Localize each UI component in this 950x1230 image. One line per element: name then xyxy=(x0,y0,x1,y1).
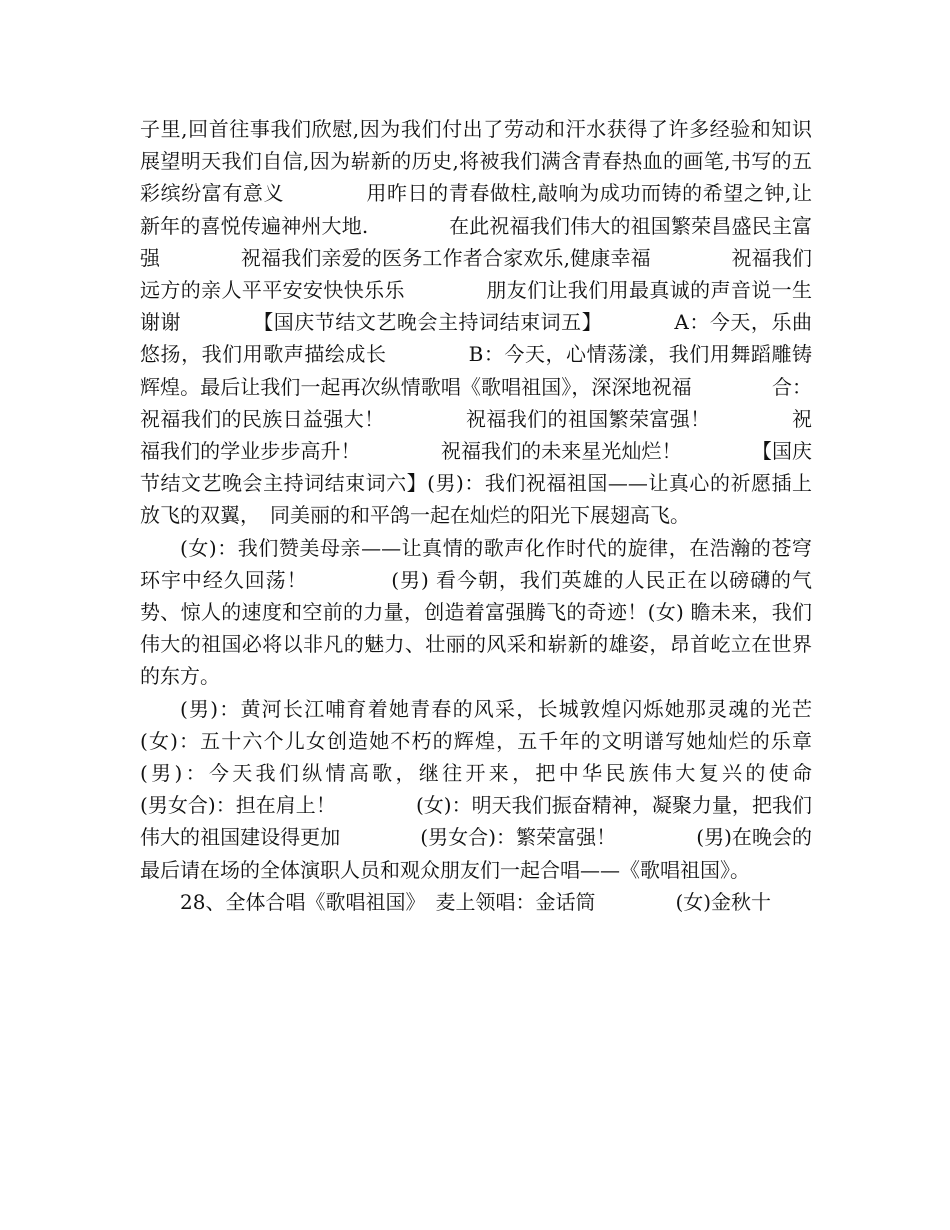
paragraph-1: 子里,回首往事我们欣慰,因为我们付出了劳动和汗水获得了许多经验和知识 展望明天我们自信,因为崭新的历史,将被我们满含青春热血的画笔,书写的五彩缤纷富有意义 用昨日的青春做柱,敲响为成功而铸的希望之钟,让新年的喜悦传遍神州大地. 在此祝福我们伟大的祖国繁荣昌盛民主富强 祝福我们亲爱的医务工作者合家欢乐,健康幸福 祝福我们远方的亲人平平安安快快乐乐 朋友们让我们用最真诚的声音说一生谢谢 【国庆节结文艺晚会主持词结束词五】 A：今天，乐曲悠扬，我们用歌声描绘成长 B：今天，心情荡漾，我们用舞蹈雕铸辉煌。最后让我们一起再次纵情歌唱《歌唱祖国》，深深地祝福 合：祝福我们的民族日益强大！ 祝福我们的祖国繁荣富强！ 祝福我们的学业步步高升！ 祝福我们的未来星光灿烂！ 【国庆节结文艺晚会主持词结束词六】(男)：我们祝福祖国——让真心的祈愿插上放飞的双翼， 同美丽的和平鸽一起在灿烂的阳光下展翅高飞。 xyxy=(140,117,892,528)
paragraph-4: 28、全体合唱《歌唱祖国》 麦上领唱：金话筒 (女)金秋十 xyxy=(180,889,772,914)
paragraph-2: (女)：我们赞美母亲——让真情的歌声化作时代的旋律，在浩瀚的苍穹环宇中经久回荡！ (男) 看今朝，我们英雄的人民正在以磅礴的气势、惊人的速度和空前的力量，创造着富强腾飞的奇迹！(女) 瞻未来，我们伟大的祖国必将以非凡的魅力、壮丽的风采和崭新的雄姿，昂首屹立在世界的东方。 xyxy=(140,535,812,689)
paragraph-3: (男)：黄河长江哺育着她青春的风采，长城敦煌闪烁她那灵魂的光芒 (女)：五十六个儿女创造她不朽的辉煌，五千年的文明谱写她灿烂的乐章 (男)：今天我们纵情高歌，继往开来，把中华民族伟大复兴的使命 (男女合)：担在肩上！ (女)：明天我们振奋精神，凝聚力量，把我们伟大的祖国建设得更加 (男女合)：繁荣富强！ (男)在晚会的最后请在场的全体演职人员和观众朋友们一起合唱——《歌唱祖国》。 xyxy=(140,696,892,882)
document-body xyxy=(140,113,892,918)
